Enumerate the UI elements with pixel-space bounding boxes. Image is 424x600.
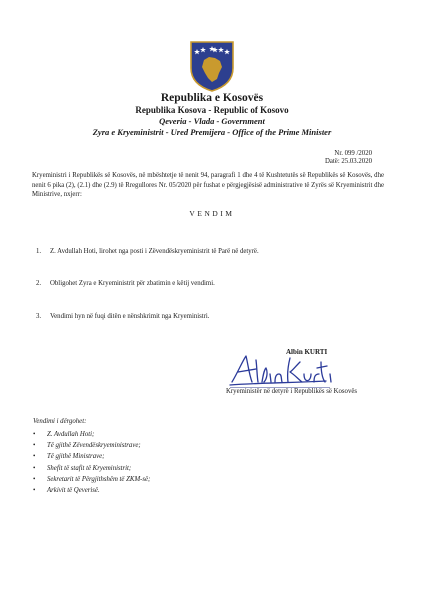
bullet: • <box>33 475 36 483</box>
distribution-item <box>33 485 150 496</box>
header-office: Zyra e Kryeministrit - Ured Premijera - Office of the Prime Minister <box>92 127 332 137</box>
bullet: • <box>33 464 36 472</box>
signer-title: Kryeministër në detyrë i Republikës së Kosovës <box>226 388 357 395</box>
decision-item-text: Obligohet Zyra e Kryeministrit për zbatimin e këtij vendimi. <box>50 280 215 287</box>
distribution-item-text: Të gjithë Zëvendëskryeministrave; <box>47 442 141 450</box>
preamble-paragraph: Kryeministri i Republikës së Kosovës, në mbështetje të nenit 94, paragrafi 1 dhe 4 të Kushtetutës së Republikës së Kosovës, dhe nenit 6 pika (2), (2.1) dhe (2.9) të Rregullores Nr. 05/2020 për fushat e përgjegjësisë administrative të Zyrës së Kryeministrit dhe Ministrive, nxjerr: <box>32 172 384 199</box>
distribution-item <box>33 440 150 451</box>
decision-item-text: Z. Avdullah Hoti, lirohet nga posti i Zëvendëskryeministrit të Parë në detyrë. <box>50 248 259 255</box>
decision-item <box>36 280 215 287</box>
distribution-item <box>33 463 150 474</box>
header-subtitle: Republika Kosova - Republic of Kosovo <box>135 105 289 115</box>
decision-title: VENDIM <box>189 209 235 218</box>
decision-item <box>36 248 259 255</box>
distribution-heading: Vendimi i dërgohet: <box>33 418 87 425</box>
distribution-item-text: Arkivit të Qeverisë. <box>47 486 100 494</box>
kosovo-coat-of-arms-emblem <box>182 40 242 92</box>
decision-item-text: Vendimi hyn në fuqi ditën e nënshkrimit nga Kryeministri. <box>50 313 210 320</box>
decision-item <box>36 313 210 320</box>
distribution-item-text: Shefit të stafit të Kryeministrit; <box>47 464 132 472</box>
header-title: Republika e Kosovës <box>160 92 264 104</box>
bullet: • <box>33 431 36 438</box>
distribution-item-text: Sekretarit të Përgjithshëm të ZKM-së; <box>47 475 151 483</box>
handwritten-signature <box>226 352 336 386</box>
header-government: Qeveria - Vlada - Government <box>159 116 265 126</box>
distribution-item-text: Të gjithë Ministrave; <box>47 453 105 461</box>
decision-item-number: 1. <box>36 248 42 255</box>
decision-item-number: 2. <box>36 280 42 287</box>
decision-date: Datë: 25.03.2020 <box>324 158 372 165</box>
bullet: • <box>33 486 36 494</box>
signer-name: Albin KURTI <box>286 348 328 356</box>
distribution-item <box>33 474 150 485</box>
distribution-item <box>33 451 150 462</box>
bullet: • <box>33 453 36 461</box>
bullet: • <box>33 442 36 450</box>
decision-number: Nr. 099 /2020 <box>334 150 372 157</box>
distribution-item-text: Z. Avdullah Hoti; <box>47 431 95 438</box>
decision-item-number: 3. <box>36 313 42 320</box>
distribution-item <box>33 429 150 440</box>
distribution-list <box>33 429 150 496</box>
